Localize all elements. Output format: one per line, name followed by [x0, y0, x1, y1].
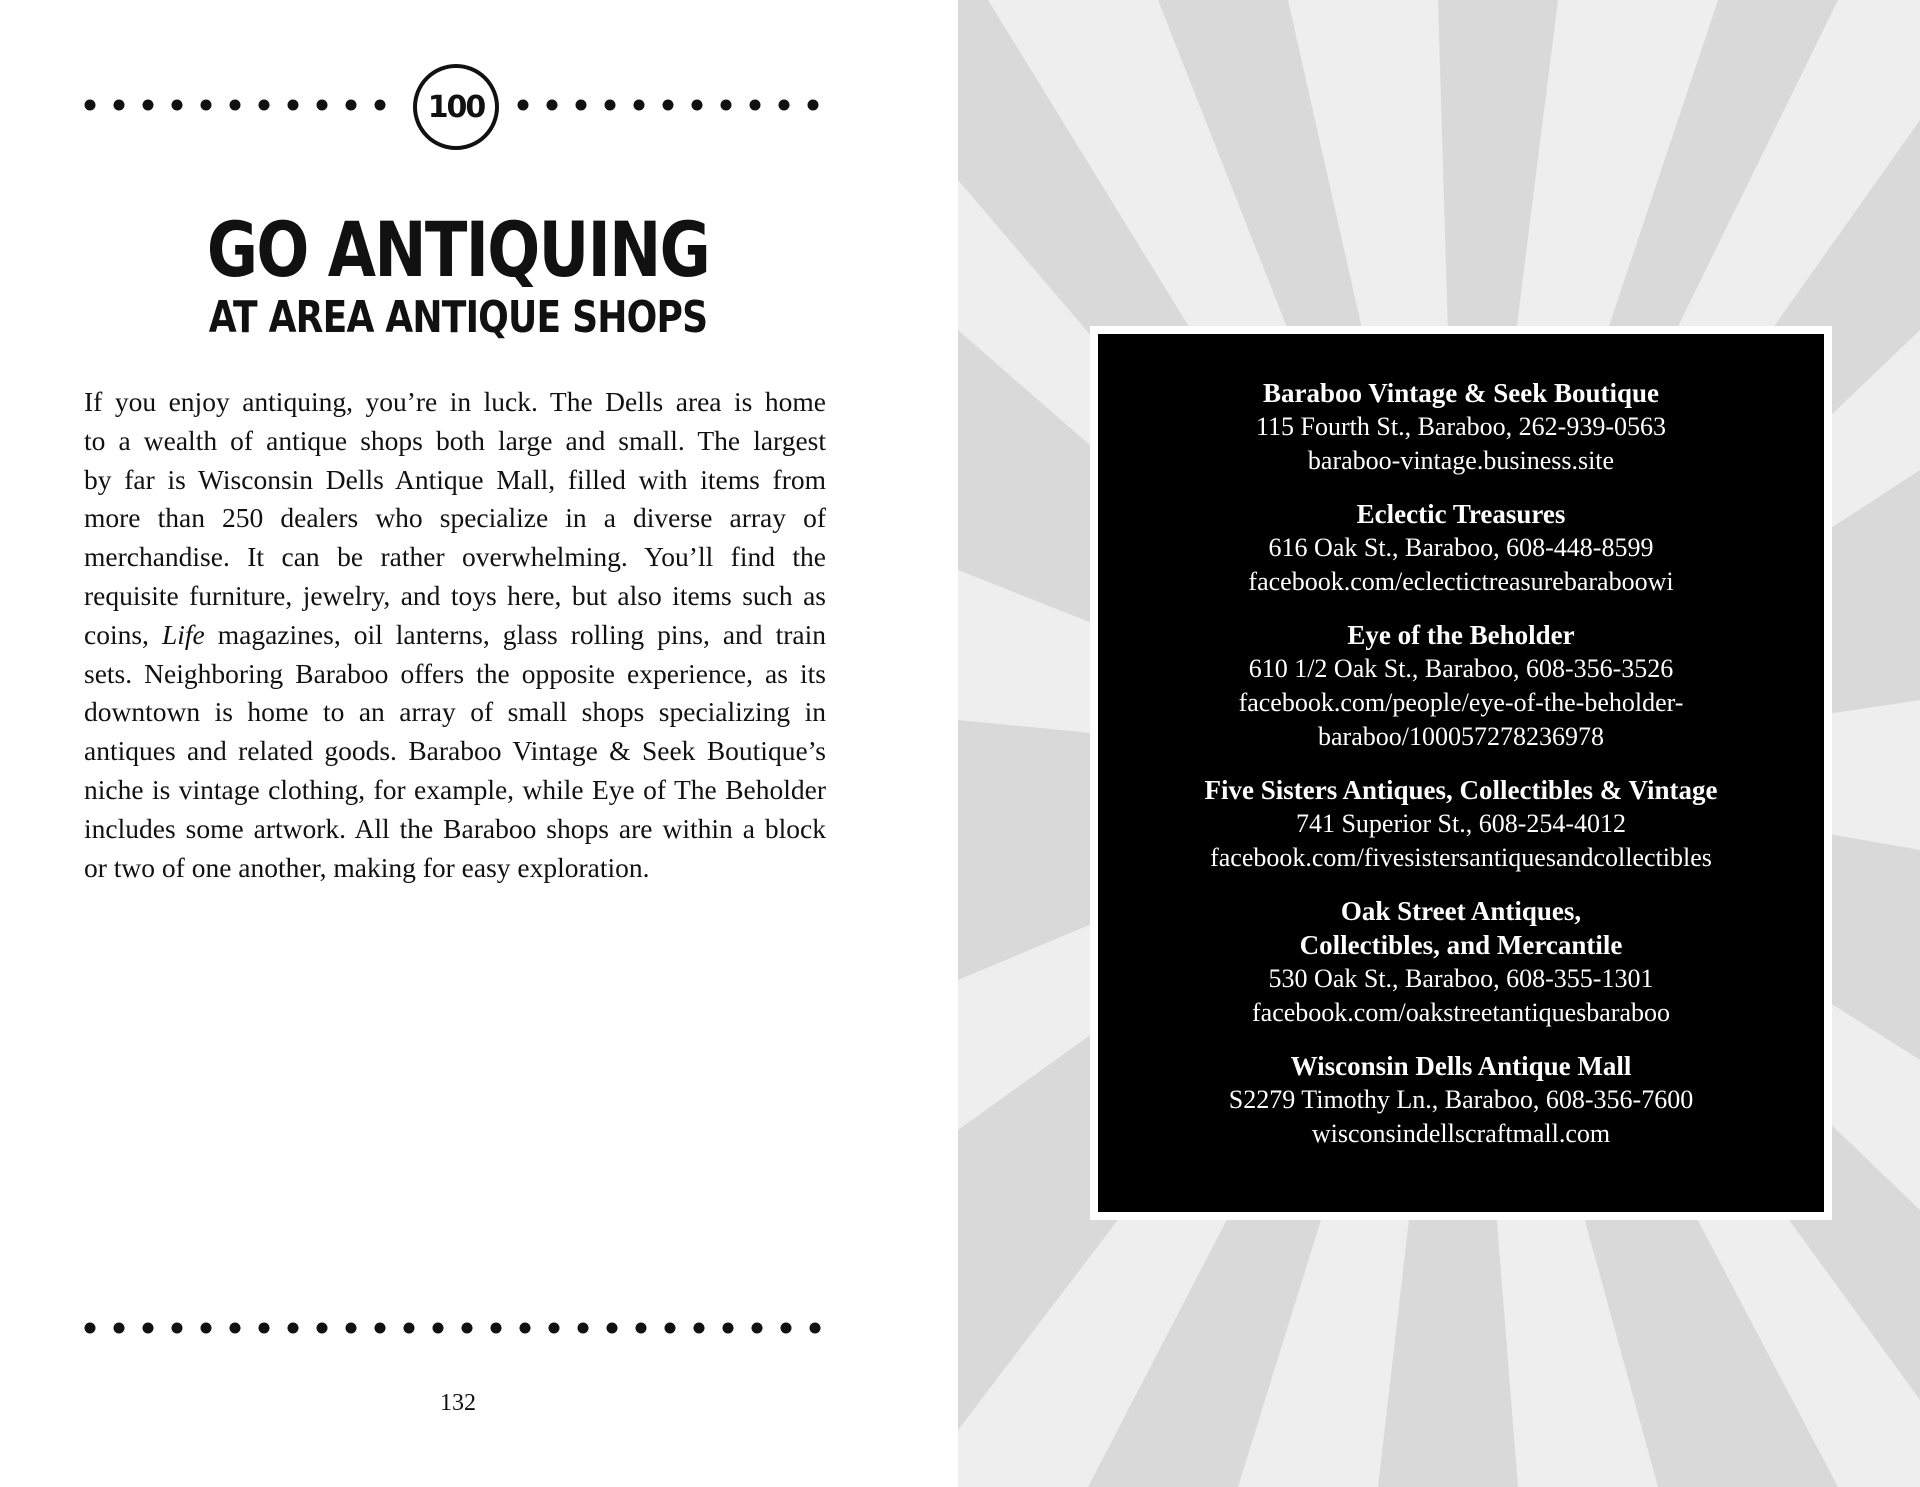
dot-row-left-graphic	[84, 99, 404, 111]
body-line: antiques and related goods. Baraboo Vintage & Seek Boutique’s	[84, 735, 826, 767]
bottom-dot-row	[84, 1322, 834, 1334]
listing-box-content	[1098, 334, 1824, 1151]
body-line: niche is vintage clothing, for example, while Eye of The Beholder	[84, 773, 826, 805]
listing-entry	[1098, 497, 1824, 599]
bottom-dot-row-graphic	[84, 1322, 834, 1334]
listing-entry	[1098, 618, 1824, 754]
listing-entry	[1098, 773, 1824, 875]
listing-detail: 610 1/2 Oak St., Baraboo, 608-356-3526	[1248, 654, 1674, 683]
listing-detail: S2279 Timothy Ln., Baraboo, 608-356-7600	[1228, 1085, 1694, 1114]
listing-detail: baraboo/100057278236978	[1318, 722, 1604, 751]
listing-detail: 530 Oak St., Baraboo, 608-355-1301	[1268, 964, 1654, 993]
listing-name: Baraboo Vintage & Seek Boutique	[1262, 378, 1660, 408]
listing-detail: facebook.com/oakstreetantiquesbaraboo	[1252, 998, 1670, 1027]
body-line: includes some artwork. All the Baraboo shops are within a block	[84, 812, 826, 844]
listing-detail: facebook.com/fivesistersantiquesandcollectibles	[1210, 843, 1712, 872]
listing-entry	[1098, 894, 1824, 1030]
body-line: downtown is home to an array of small shops specializing in	[84, 696, 826, 728]
listing-detail: facebook.com/people/eye-of-the-beholder-	[1238, 688, 1684, 717]
listing-entry	[1098, 1049, 1824, 1151]
page-subtitle: AT AREA ANTIQUE SHOPS	[208, 292, 708, 343]
body-line: to a wealth of antique shops both large and small. The largest	[84, 424, 826, 456]
listing-detail: facebook.com/eclectictreasurebaraboowi	[1248, 567, 1674, 596]
listing-detail: 616 Oak St., Baraboo, 608-448-8599	[1268, 533, 1654, 562]
body-line: more than 250 dealers who specialize in a diverse array of	[84, 502, 826, 534]
top-dot-row-right	[508, 99, 828, 111]
listing-name: Oak Street Antiques,	[1340, 896, 1582, 926]
page-title: GO ANTIQUING	[206, 205, 710, 294]
body-line: sets. Neighboring Baraboo offers the opposite experience, as its	[84, 657, 826, 689]
badge-number: 100	[427, 89, 485, 125]
listing-entry	[1098, 376, 1824, 478]
body-line: by far is Wisconsin Dells Antique Mall, filled with items from	[84, 463, 826, 495]
listing-name: Eclectic Treasures	[1356, 499, 1566, 529]
dot-row-right-graphic	[508, 99, 828, 111]
listing-detail: 115 Fourth St., Baraboo, 262-939-0563	[1256, 412, 1666, 441]
page-badge	[413, 64, 499, 150]
body-line: If you enjoy antiquing, you’re in luck. The Dells area is home	[84, 386, 826, 417]
listing-name: Five Sisters Antiques, Collectibles & Vintage	[1204, 775, 1718, 805]
body-line: requisite furniture, jewelry, and toys here, but also items such as	[84, 579, 826, 611]
body-line: merchandise. It can be rather overwhelming. You’ll find the	[84, 541, 826, 573]
body-line: coins, Life magazines, oil lanterns, glass rolling pins, and train	[84, 618, 826, 650]
listing-detail: wisconsindellscraftmall.com	[1311, 1119, 1611, 1148]
body-line: or two of one another, making for easy exploration.	[84, 851, 650, 883]
page-number: 132	[440, 1390, 476, 1416]
listing-detail: baraboo-vintage.business.site	[1307, 446, 1615, 475]
listing-box	[1098, 334, 1824, 1212]
left-page	[0, 0, 958, 1487]
body-paragraph	[84, 383, 826, 887]
listing-detail: 741 Superior St., 608-254-4012	[1295, 809, 1627, 838]
listing-name: Wisconsin Dells Antique Mall	[1290, 1051, 1632, 1081]
italic-magazine-title: Life	[161, 618, 205, 650]
top-dot-row-left	[84, 99, 404, 111]
listing-name: Eye of the Beholder	[1347, 620, 1575, 650]
listing-name: Collectibles, and Mercantile	[1299, 930, 1623, 960]
